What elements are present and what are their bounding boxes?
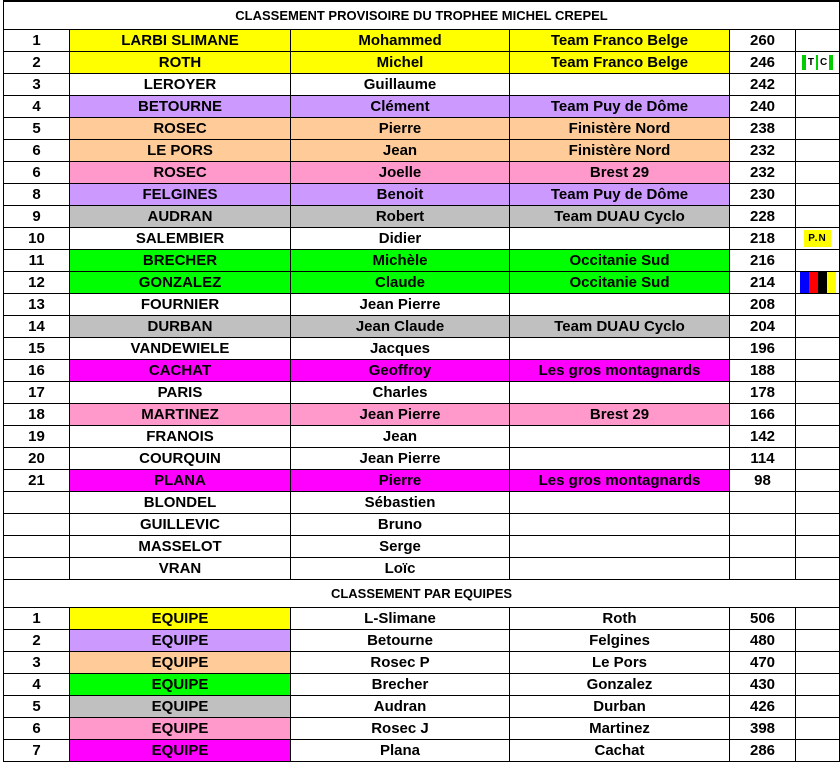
rider-row: [4, 162, 840, 184]
rider-last-name[interactable]: LARBI SLIMANE: [70, 30, 291, 52]
rider-last-name[interactable]: CACHAT: [70, 360, 291, 382]
rider-points[interactable]: 238: [730, 118, 796, 140]
pn-badge: P.N: [804, 230, 830, 247]
rider-row: [4, 404, 840, 426]
team-row: [4, 674, 840, 696]
rider-team[interactable]: Team Franco Belge: [510, 52, 730, 74]
rider-first-name[interactable]: Serge: [291, 536, 510, 558]
team-rank[interactable]: 7: [4, 740, 70, 762]
rider-badge-cell[interactable]: [796, 338, 840, 360]
rider-last-name[interactable]: PARIS: [70, 382, 291, 404]
rider-rank[interactable]: 19: [4, 426, 70, 448]
rider-points[interactable]: 260: [730, 30, 796, 52]
rider-rank[interactable]: 14: [4, 316, 70, 338]
rider-rank[interactable]: 2: [4, 52, 70, 74]
team-member-1[interactable]: Audran: [291, 696, 510, 718]
rider-row: [4, 448, 840, 470]
team-extra-cell[interactable]: [796, 718, 840, 740]
rider-first-name[interactable]: Geoffroy: [291, 360, 510, 382]
rider-rank[interactable]: 18: [4, 404, 70, 426]
rider-rank[interactable]: 9: [4, 206, 70, 228]
rider-points[interactable]: 178: [730, 382, 796, 404]
team-member-1[interactable]: L-Slimane: [291, 608, 510, 630]
team-member-1[interactable]: Plana: [291, 740, 510, 762]
rider-rank[interactable]: 17: [4, 382, 70, 404]
rider-first-name[interactable]: Jacques: [291, 338, 510, 360]
rider-rank[interactable]: 8: [4, 184, 70, 206]
rider-row: [4, 96, 840, 118]
rider-badge-cell[interactable]: [796, 294, 840, 316]
rider-badge-cell[interactable]: [796, 52, 840, 74]
team-label[interactable]: EQUIPE: [70, 696, 291, 718]
rider-first-name[interactable]: Pierre: [291, 118, 510, 140]
team-points[interactable]: 398: [730, 718, 796, 740]
rider-rank[interactable]: 16: [4, 360, 70, 382]
rider-row: [4, 514, 840, 536]
team-row: [4, 740, 840, 762]
team-label[interactable]: EQUIPE: [70, 630, 291, 652]
rider-last-name[interactable]: BRECHER: [70, 250, 291, 272]
rider-team[interactable]: [510, 448, 730, 470]
rider-row: [4, 470, 840, 492]
rider-rank[interactable]: 11: [4, 250, 70, 272]
team-extra-cell[interactable]: [796, 608, 840, 630]
team-rank[interactable]: 1: [4, 608, 70, 630]
rider-last-name[interactable]: BLONDEL: [70, 492, 291, 514]
rider-team[interactable]: Finistère Nord: [510, 140, 730, 162]
rider-badge-cell[interactable]: [796, 536, 840, 558]
rider-row: [4, 536, 840, 558]
rider-team[interactable]: Team Puy de Dôme: [510, 184, 730, 206]
rider-rank[interactable]: 4: [4, 96, 70, 118]
rider-team[interactable]: [510, 382, 730, 404]
rider-badge-cell[interactable]: [796, 272, 840, 294]
rider-last-name[interactable]: GONZALEZ: [70, 272, 291, 294]
rider-first-name[interactable]: Jean Pierre: [291, 448, 510, 470]
rider-team[interactable]: [510, 558, 730, 580]
team-member-2[interactable]: Felgines: [510, 630, 730, 652]
rider-points[interactable]: 228: [730, 206, 796, 228]
rider-row: [4, 492, 840, 514]
rider-first-name[interactable]: Mohammed: [291, 30, 510, 52]
team-row: [4, 608, 840, 630]
rider-last-name[interactable]: FRANOIS: [70, 426, 291, 448]
rider-rank[interactable]: 12: [4, 272, 70, 294]
rider-last-name[interactable]: BETOURNE: [70, 96, 291, 118]
rider-points[interactable]: 142: [730, 426, 796, 448]
rider-first-name[interactable]: Robert: [291, 206, 510, 228]
rider-rank[interactable]: 10: [4, 228, 70, 250]
team-label[interactable]: EQUIPE: [70, 718, 291, 740]
rider-row: [4, 228, 840, 250]
rider-team[interactable]: [510, 74, 730, 96]
rider-badge-cell[interactable]: [796, 228, 840, 250]
rider-row: [4, 272, 840, 294]
rider-rank[interactable]: 1: [4, 30, 70, 52]
rider-first-name[interactable]: Bruno: [291, 514, 510, 536]
team-extra-cell[interactable]: [796, 652, 840, 674]
rider-points[interactable]: [730, 536, 796, 558]
rider-first-name[interactable]: Michèle: [291, 250, 510, 272]
rider-row: [4, 52, 840, 74]
team-label[interactable]: EQUIPE: [70, 740, 291, 762]
rider-points[interactable]: [730, 514, 796, 536]
rider-rank[interactable]: 3: [4, 74, 70, 96]
rider-badge-cell[interactable]: [796, 426, 840, 448]
team-member-1[interactable]: Betourne: [291, 630, 510, 652]
rider-points[interactable]: 188: [730, 360, 796, 382]
rider-first-name[interactable]: Loïc: [291, 558, 510, 580]
rider-points[interactable]: [730, 492, 796, 514]
rider-team[interactable]: Finistère Nord: [510, 118, 730, 140]
rider-row: [4, 184, 840, 206]
rider-first-name[interactable]: Charles: [291, 382, 510, 404]
rider-last-name[interactable]: AUDRAN: [70, 206, 291, 228]
rider-row: [4, 74, 840, 96]
team-extra-cell[interactable]: [796, 696, 840, 718]
tc-badge: [802, 55, 833, 70]
rider-badge-cell[interactable]: [796, 140, 840, 162]
rider-points[interactable]: 216: [730, 250, 796, 272]
rider-team[interactable]: [510, 338, 730, 360]
rider-row: [4, 250, 840, 272]
rider-team[interactable]: Occitanie Sud: [510, 250, 730, 272]
team-row: [4, 696, 840, 718]
team-member-2[interactable]: Martinez: [510, 718, 730, 740]
rider-row: [4, 206, 840, 228]
rider-last-name[interactable]: LEROYER: [70, 74, 291, 96]
team-member-2[interactable]: Gonzalez: [510, 674, 730, 696]
flag-stripe: [818, 272, 827, 293]
rider-team[interactable]: Les gros montagnards: [510, 360, 730, 382]
rider-badge-cell[interactable]: [796, 250, 840, 272]
rider-points[interactable]: 196: [730, 338, 796, 360]
rider-badge-cell[interactable]: [796, 316, 840, 338]
rider-last-name[interactable]: ROSEC: [70, 118, 291, 140]
rider-last-name[interactable]: COURQUIN: [70, 448, 291, 470]
rider-badge-cell[interactable]: [796, 382, 840, 404]
rider-points[interactable]: 208: [730, 294, 796, 316]
rider-team[interactable]: [510, 536, 730, 558]
rider-points[interactable]: 230: [730, 184, 796, 206]
rider-badge-cell[interactable]: [796, 74, 840, 96]
team-member-2[interactable]: Cachat: [510, 740, 730, 762]
rider-first-name[interactable]: Benoit: [291, 184, 510, 206]
team-label[interactable]: EQUIPE: [70, 652, 291, 674]
team-row: [4, 718, 840, 740]
team-extra-cell[interactable]: [796, 674, 840, 696]
team-rank[interactable]: 2: [4, 630, 70, 652]
rider-rank[interactable]: 6: [4, 140, 70, 162]
team-rank[interactable]: 5: [4, 696, 70, 718]
rider-rank[interactable]: 21: [4, 470, 70, 492]
rider-points[interactable]: 214: [730, 272, 796, 294]
rider-row: [4, 294, 840, 316]
rider-points[interactable]: 240: [730, 96, 796, 118]
rider-row: [4, 118, 840, 140]
individual-title-row: [4, 1, 840, 30]
team-extra-cell[interactable]: [796, 630, 840, 652]
flag-icon: [800, 272, 836, 293]
team-points[interactable]: 470: [730, 652, 796, 674]
rider-last-name[interactable]: GUILLEVIC: [70, 514, 291, 536]
rider-rank[interactable]: 6: [4, 162, 70, 184]
rider-team[interactable]: Occitanie Sud: [510, 272, 730, 294]
team-row: [4, 652, 840, 674]
rider-rank[interactable]: [4, 514, 70, 536]
rider-points[interactable]: 204: [730, 316, 796, 338]
rider-points[interactable]: [730, 558, 796, 580]
rider-points[interactable]: 98: [730, 470, 796, 492]
rider-badge-cell[interactable]: [796, 404, 840, 426]
team-member-1[interactable]: Rosec J: [291, 718, 510, 740]
rider-points[interactable]: 232: [730, 140, 796, 162]
flag-stripe: [800, 272, 809, 293]
flag-stripe: [827, 272, 836, 293]
rider-badge-cell[interactable]: [796, 30, 840, 52]
team-points[interactable]: 286: [730, 740, 796, 762]
rider-first-name[interactable]: Jean: [291, 140, 510, 162]
rider-last-name[interactable]: FELGINES: [70, 184, 291, 206]
rider-team[interactable]: [510, 514, 730, 536]
rider-row: [4, 338, 840, 360]
individual-title[interactable]: CLASSEMENT PROVISOIRE DU TROPHEE MICHEL CREPEL: [4, 1, 840, 30]
team-points[interactable]: 506: [730, 608, 796, 630]
team-member-2[interactable]: Le Pors: [510, 652, 730, 674]
rider-rank[interactable]: [4, 536, 70, 558]
rider-team[interactable]: [510, 426, 730, 448]
rider-badge-cell[interactable]: [796, 206, 840, 228]
rider-points[interactable]: 242: [730, 74, 796, 96]
rider-row: [4, 382, 840, 404]
rider-badge-cell[interactable]: [796, 492, 840, 514]
rider-last-name[interactable]: ROTH: [70, 52, 291, 74]
rider-row: [4, 316, 840, 338]
rider-points[interactable]: 114: [730, 448, 796, 470]
rider-last-name[interactable]: DURBAN: [70, 316, 291, 338]
ranking-sheet: [3, 0, 840, 762]
team-label[interactable]: EQUIPE: [70, 608, 291, 630]
team-points[interactable]: 480: [730, 630, 796, 652]
rider-team[interactable]: Team DUAU Cyclo: [510, 316, 730, 338]
rider-first-name[interactable]: Clément: [291, 96, 510, 118]
tc-badge-right: C: [819, 57, 828, 68]
rider-team[interactable]: [510, 492, 730, 514]
teams-title[interactable]: CLASSEMENT PAR EQUIPES: [4, 580, 840, 608]
rider-badge-cell[interactable]: [796, 558, 840, 580]
team-points[interactable]: 430: [730, 674, 796, 696]
rider-team[interactable]: Brest 29: [510, 162, 730, 184]
rider-first-name[interactable]: Sébastien: [291, 492, 510, 514]
rider-last-name[interactable]: VANDEWIELE: [70, 338, 291, 360]
team-points[interactable]: 426: [730, 696, 796, 718]
rider-row: [4, 426, 840, 448]
rider-team[interactable]: Team Puy de Dôme: [510, 96, 730, 118]
team-member-1[interactable]: Rosec P: [291, 652, 510, 674]
rider-first-name[interactable]: Jean: [291, 426, 510, 448]
teams-title-row: [4, 580, 840, 608]
rider-rank[interactable]: 20: [4, 448, 70, 470]
rider-last-name[interactable]: LE PORS: [70, 140, 291, 162]
team-rank[interactable]: 3: [4, 652, 70, 674]
team-rank[interactable]: 6: [4, 718, 70, 740]
rider-first-name[interactable]: Didier: [291, 228, 510, 250]
rider-last-name[interactable]: PLANA: [70, 470, 291, 492]
rider-first-name[interactable]: Jean Claude: [291, 316, 510, 338]
team-member-2[interactable]: Durban: [510, 696, 730, 718]
rider-last-name[interactable]: SALEMBIER: [70, 228, 291, 250]
rider-first-name[interactable]: Jean Pierre: [291, 404, 510, 426]
rider-badge-cell[interactable]: [796, 360, 840, 382]
tc-badge-left: T: [807, 57, 814, 68]
rider-points[interactable]: 218: [730, 228, 796, 250]
rider-points[interactable]: 246: [730, 52, 796, 74]
rider-last-name[interactable]: ROSEC: [70, 162, 291, 184]
rider-badge-cell[interactable]: [796, 162, 840, 184]
rider-last-name[interactable]: MASSELOT: [70, 536, 291, 558]
rider-first-name[interactable]: Claude: [291, 272, 510, 294]
rider-row: [4, 30, 840, 52]
rider-first-name[interactable]: Jean Pierre: [291, 294, 510, 316]
rider-row: [4, 360, 840, 382]
team-rank[interactable]: 4: [4, 674, 70, 696]
team-row: [4, 630, 840, 652]
rider-last-name[interactable]: VRAN: [70, 558, 291, 580]
flag-stripe: [809, 272, 818, 293]
rider-team[interactable]: Brest 29: [510, 404, 730, 426]
rider-team[interactable]: [510, 228, 730, 250]
rider-rank[interactable]: [4, 558, 70, 580]
team-member-1[interactable]: Brecher: [291, 674, 510, 696]
rider-team[interactable]: Les gros montagnards: [510, 470, 730, 492]
rider-rank[interactable]: 5: [4, 118, 70, 140]
rider-first-name[interactable]: Joelle: [291, 162, 510, 184]
team-member-2[interactable]: Roth: [510, 608, 730, 630]
rider-badge-cell[interactable]: [796, 184, 840, 206]
rider-row: [4, 558, 840, 580]
rider-badge-cell[interactable]: [796, 470, 840, 492]
team-label[interactable]: EQUIPE: [70, 674, 291, 696]
rider-badge-cell[interactable]: [796, 448, 840, 470]
rider-last-name[interactable]: MARTINEZ: [70, 404, 291, 426]
rider-first-name[interactable]: Pierre: [291, 470, 510, 492]
rider-rank[interactable]: 15: [4, 338, 70, 360]
team-extra-cell[interactable]: [796, 740, 840, 762]
rider-team[interactable]: Team Franco Belge: [510, 30, 730, 52]
rider-badge-cell[interactable]: [796, 514, 840, 536]
rider-badge-cell[interactable]: [796, 96, 840, 118]
rider-first-name[interactable]: Guillaume: [291, 74, 510, 96]
rider-rank[interactable]: 13: [4, 294, 70, 316]
rider-team[interactable]: [510, 294, 730, 316]
rider-points[interactable]: 166: [730, 404, 796, 426]
rider-team[interactable]: Team DUAU Cyclo: [510, 206, 730, 228]
rider-first-name[interactable]: Michel: [291, 52, 510, 74]
rider-points[interactable]: 232: [730, 162, 796, 184]
rider-badge-cell[interactable]: [796, 118, 840, 140]
rider-last-name[interactable]: FOURNIER: [70, 294, 291, 316]
rider-row: [4, 140, 840, 162]
rider-rank[interactable]: [4, 492, 70, 514]
